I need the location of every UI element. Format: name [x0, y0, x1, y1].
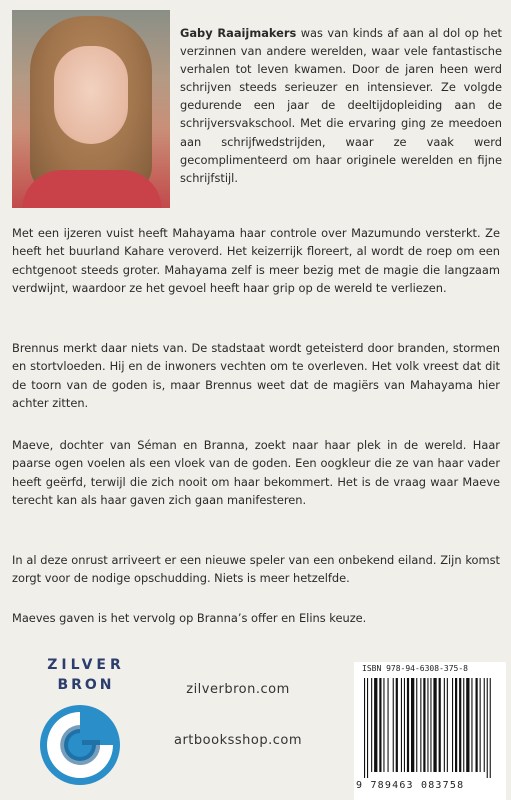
blurb-paragraph-4: In al deze onrust arriveert er een nieuwe speler van een onbekend eiland. Zijn komst zorgt voor de nodige opschudding. Niets is meer hetzelfde. [12, 553, 500, 586]
barcode-bar [476, 678, 478, 772]
barcode-bar [374, 678, 377, 772]
blurb-paragraph-5: Maeves gaven is het vervolg op Branna’s offer en Elins keuze. [12, 611, 367, 625]
barcode-bar [444, 678, 445, 772]
barcode-bar [371, 678, 372, 772]
barcode-bar [466, 678, 469, 772]
barcode-bar [416, 678, 417, 772]
barcode-bar [401, 678, 402, 772]
barcode-bar [383, 678, 384, 772]
author-bio-text: was van kinds af aan al dol op het verzinnen van andere werelden, waar vele fantastische verhalen tot leven kwamen. Door de jaren heen werd schrijven steeds serieuzer en intensiever. Ze volgde gedurende een jaar de deeltijdopleiding aan de schrijversvakschool. Met die ervaring ging ze meedoen aan schrijfwedstrijden, waar ze vaak werd gecomplimenteerd om haar originele werelden en fijne schrijfstijl. [180, 26, 502, 185]
publisher-logo-line2: BRON [57, 677, 115, 693]
barcode-bar [439, 678, 441, 772]
barcode-bar [480, 678, 481, 772]
barcode-bar [455, 678, 457, 772]
barcode-bar [463, 678, 464, 772]
barcode-bar [396, 678, 398, 772]
barcode-bar [367, 678, 368, 778]
author-bio [180, 24, 502, 187]
author-photo [12, 10, 170, 208]
ean-digits: 9 789463 083758 [356, 780, 465, 791]
barcode-bar [427, 678, 428, 772]
barcode-bar [447, 678, 448, 772]
publisher-url-1: zilverbron.com [186, 682, 290, 697]
barcode-bar [404, 678, 405, 772]
barcode-box [354, 662, 506, 800]
barcode-bar [471, 678, 472, 772]
publisher-logo-line1: ZILVER [47, 657, 125, 673]
barcode-bar [407, 678, 409, 772]
barcode [362, 678, 498, 778]
barcode-bar [379, 678, 381, 772]
author-photo-face [54, 46, 128, 144]
barcode-bar [388, 678, 389, 772]
barcode-bar [364, 678, 365, 778]
isbn-text: ISBN 978-94-6308-375-8 [362, 664, 468, 673]
barcode-bar [452, 678, 453, 772]
publisher-logo-mark [30, 700, 130, 800]
barcode-bar [423, 678, 425, 772]
barcode-bar [411, 678, 414, 772]
barcode-bar [393, 678, 394, 772]
barcode-bar [487, 678, 488, 778]
blurb-paragraph-3: Maeve, dochter van Séman en Branna, zoekt naar haar plek in de wereld. Haar paarse ogen voelen als een vloek van de goden. Een oogkleur die ze van haar vader heeft geërfd, terwijl die zich nooit om haar bekommert. Het is de vraag waar Maeve terecht kan als haar gaven zich gaan manifesteren. [12, 438, 500, 508]
barcode-bar [490, 678, 491, 778]
barcode-bar [484, 678, 485, 772]
author-name: Gaby Raaijmakers [180, 26, 297, 40]
barcode-bar [430, 678, 431, 772]
barcode-bar [420, 678, 421, 772]
barcode-bar [433, 678, 436, 772]
blurb-paragraph-2: Brennus merkt daar niets van. De stadstaat wordt geteisterd door branden, stormen en stortvloeden. Hij en de inwoners vechten om te overleven. Het volk vreest dat dit de toorn van de goden is, maar Brennus weet dat de magiërs van Mahayama hier achter zitten. [12, 341, 500, 411]
barcode-bar [459, 678, 461, 772]
publisher-url-2: artbooksshop.com [174, 733, 302, 748]
blurb-paragraph-1: Met een ijzeren vuist heeft Mahayama haar controle over Mazumundo versterkt. Ze heeft het buurland Kahare veroverd. Het keizerrijk floreert, al wordt de roep om een echtgenoot steeds groter. Mahayama zelf is meer bezig met de magie die langzaam verdwijnt, waardoor ze het gevoel heeft haar grip op de wereld te verliezen. [12, 226, 500, 296]
author-photo-shirt [22, 170, 162, 208]
